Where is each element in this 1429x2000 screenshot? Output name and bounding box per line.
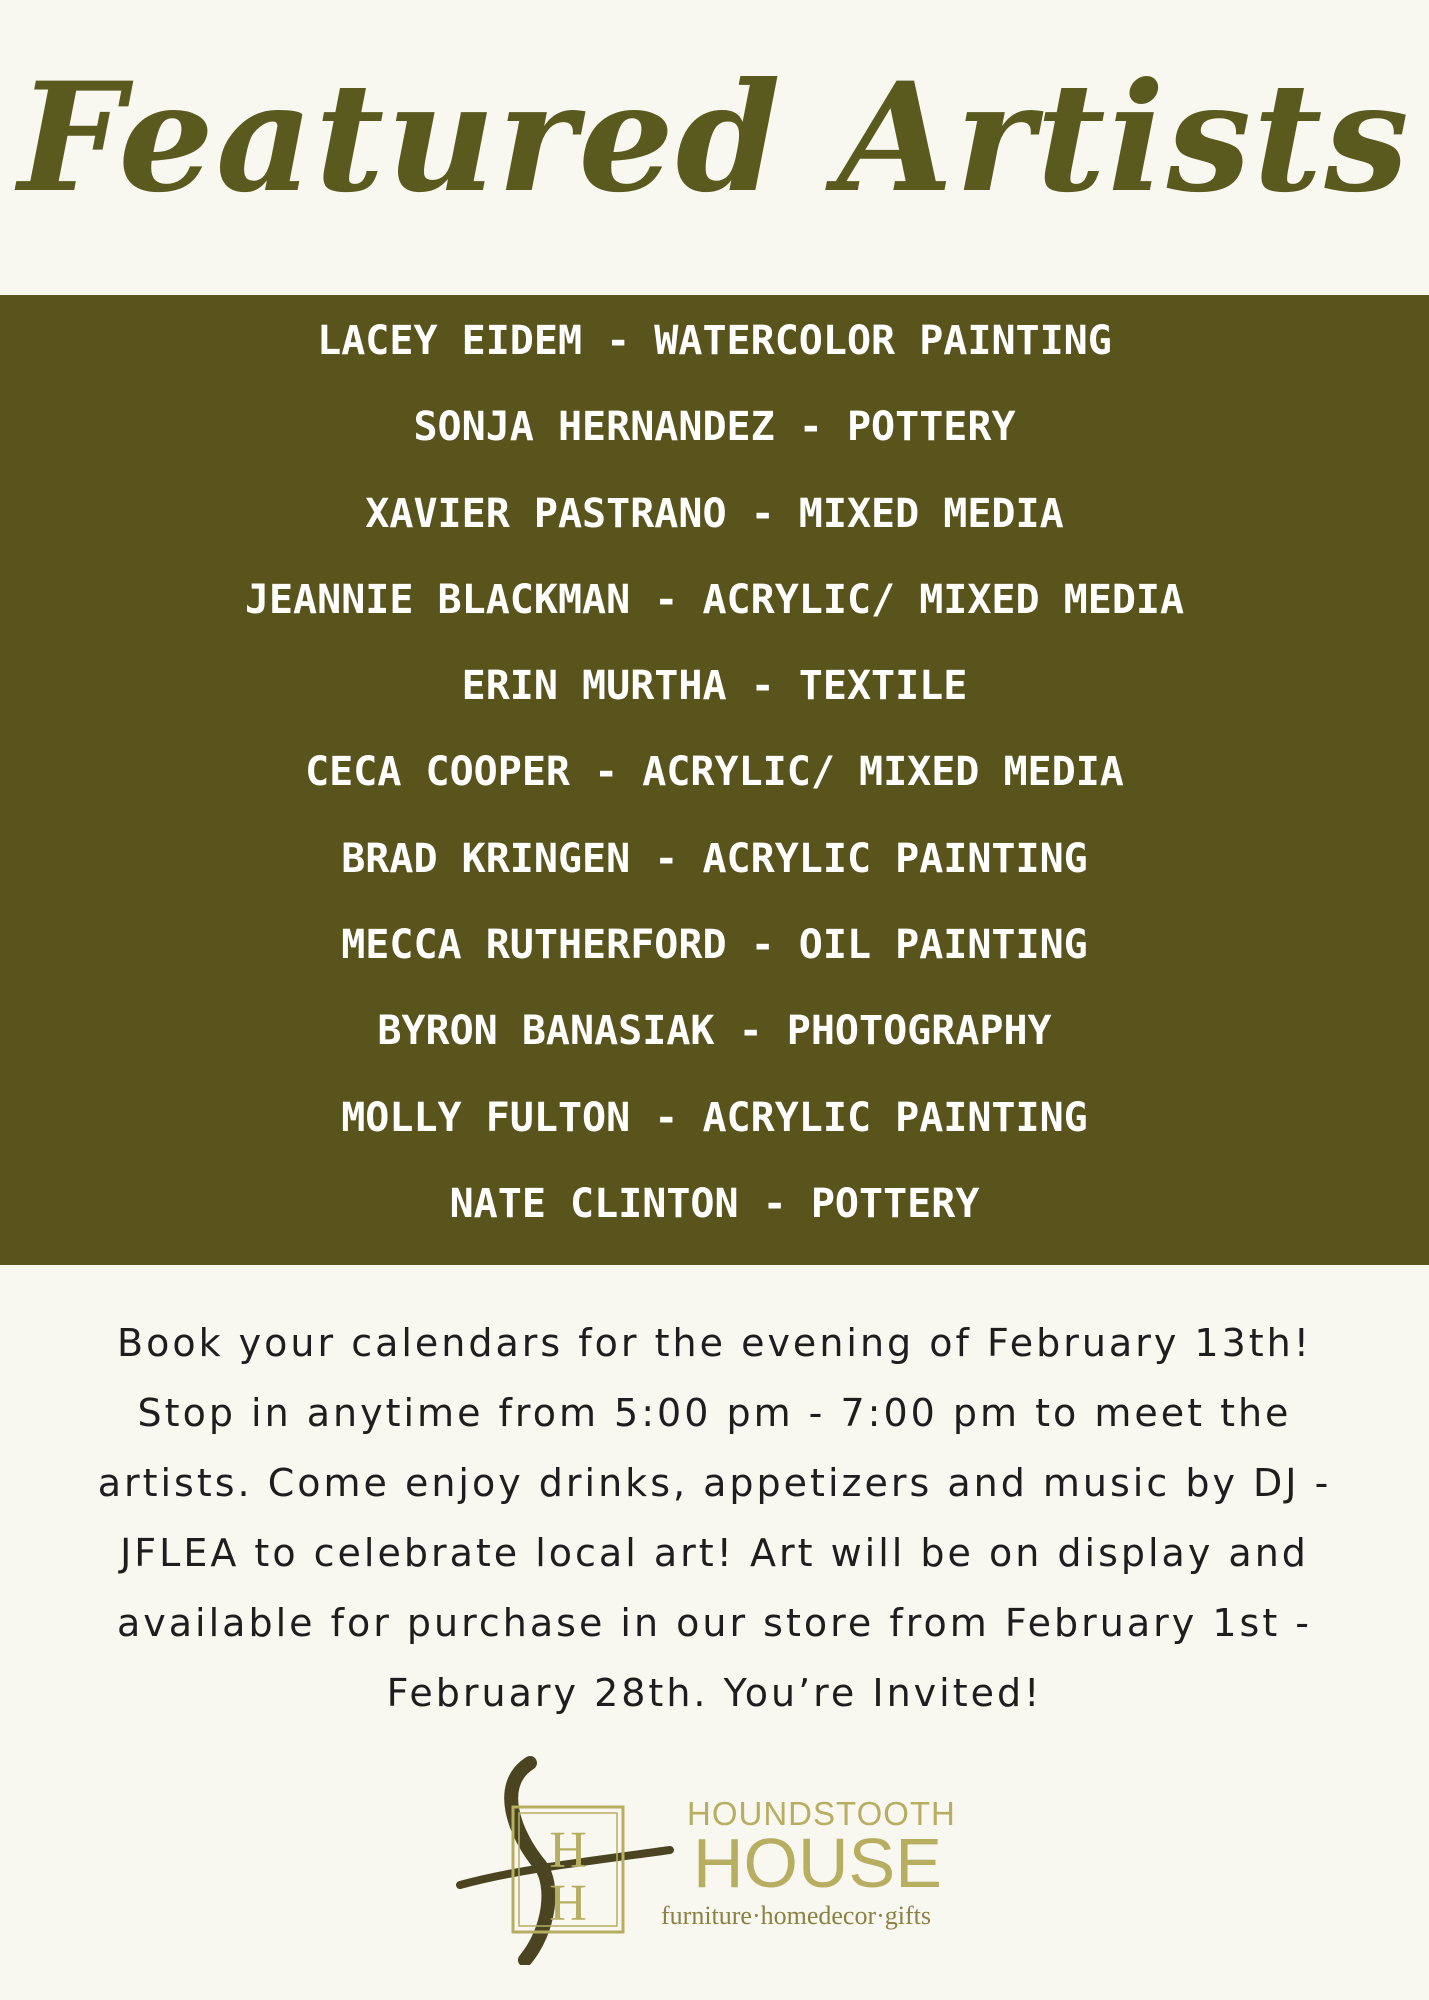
houndstooth-house-logo xyxy=(455,1755,975,1965)
artist-item: SONJA HERNANDEZ - POTTERY xyxy=(413,404,1016,451)
artist-item: MOLLY FULTON - ACRYLIC PAINTING xyxy=(341,1094,1088,1141)
page-title: Featured Artists xyxy=(18,50,1411,226)
artist-item: JEANNIE BLACKMAN - ACRYLIC/ MIXED MEDIA xyxy=(244,576,1185,623)
logo-brand-main: HOUSE xyxy=(693,1824,942,1902)
artist-list xyxy=(0,320,1429,1269)
artist-item: MECCA RUTHERFORD - OIL PAINTING xyxy=(341,922,1088,969)
logo-brand-top: HOUNDSTOOTH xyxy=(687,1795,956,1832)
svg-text:H: H xyxy=(549,1875,587,1932)
artist-item: CECA COOPER - ACRYLIC/ MIXED MEDIA xyxy=(305,749,1124,796)
artist-item: NATE CLINTON - POTTERY xyxy=(449,1180,980,1227)
artist-item: BYRON BANASIAK - PHOTOGRAPHY xyxy=(377,1008,1052,1055)
featured-artists-band xyxy=(0,295,1429,1265)
svg-text:H: H xyxy=(549,1822,587,1879)
hh-monogram-icon xyxy=(455,1755,675,1965)
artist-item: LACEY EIDEM - WATERCOLOR PAINTING xyxy=(317,318,1112,364)
logo-tagline: furniture·homedecor·gifts xyxy=(661,1901,932,1930)
artist-item: ERIN MURTHA - TEXTILE xyxy=(461,663,968,710)
artist-item: XAVIER PASTRANO - MIXED MEDIA xyxy=(365,490,1064,537)
invitation-text: Book your calendars for the evening of February 13th! Stop in anytime from 5:00 pm - 7:00 pm to meet the artists. Come enjoy drinks, appetizers and music by DJ - JFLEA to celebrate local art! Art will be on display and available for purchase in our store from February 1st - February 28th. You’re Invited! xyxy=(97,1321,1332,1715)
artist-item: BRAD KRINGEN - ACRYLIC PAINTING xyxy=(341,835,1088,882)
